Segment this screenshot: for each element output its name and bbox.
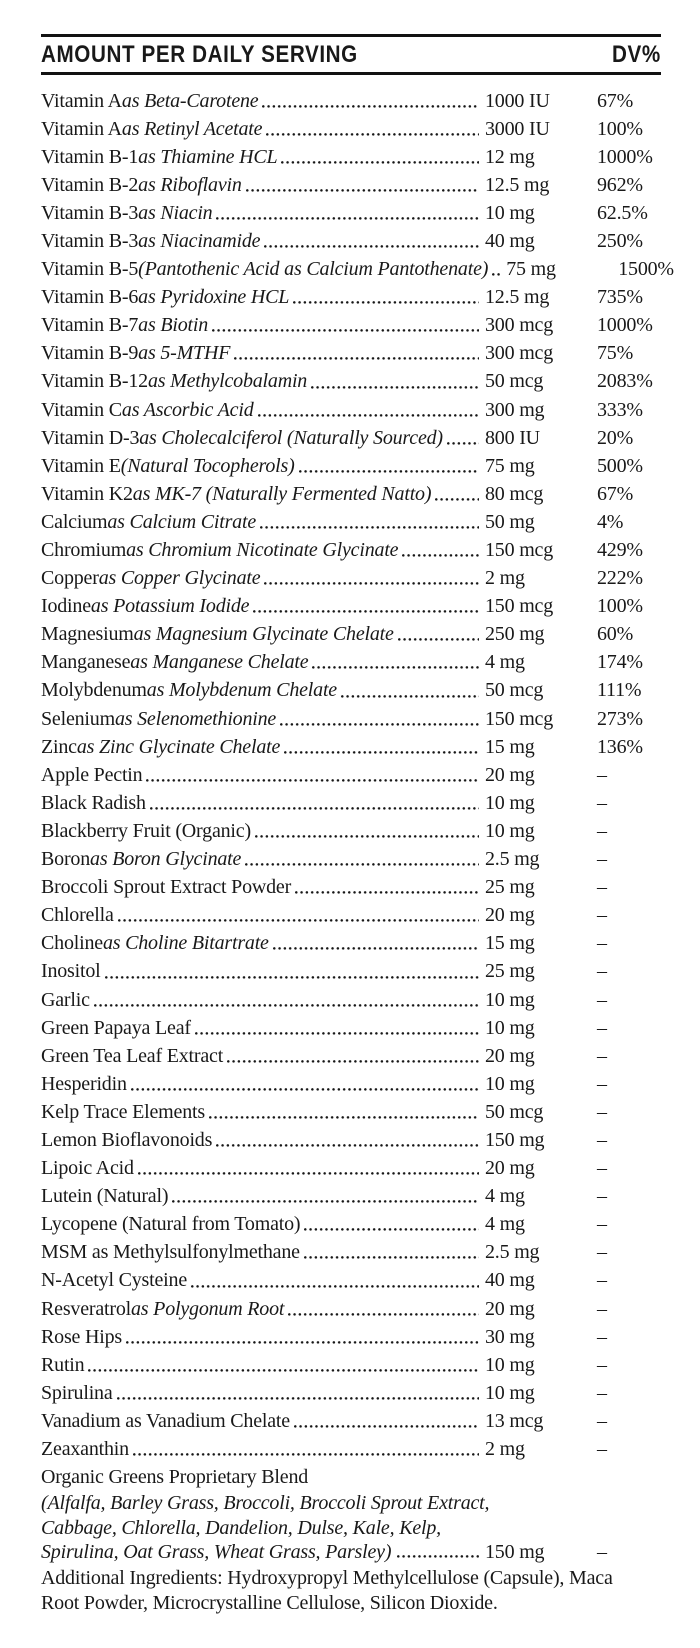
ingredient-dv: 75%: [597, 342, 634, 365]
ingredient-name: N-Acetyl Cysteine: [41, 1269, 188, 1292]
table-row: [41, 424, 661, 452]
ingredient-source: as Boron Glycinate: [90, 848, 242, 871]
ingredient-name: Hesperidin: [41, 1072, 127, 1095]
table-row: [41, 592, 661, 620]
ingredient-name: Vitamin D-3: [41, 426, 140, 449]
ingredient-source: as Cholecalciferol (Naturally Sourced): [139, 426, 443, 449]
table-row: [41, 733, 661, 761]
ingredient-amount: 10 mg: [485, 819, 535, 842]
ingredient-dv: 4%: [597, 510, 624, 533]
dot-leader: [266, 133, 479, 136]
table-row: [41, 1098, 661, 1126]
ingredient-dv: –: [597, 1541, 607, 1564]
table-row: [41, 311, 661, 339]
ingredient-dv: –: [597, 988, 607, 1011]
dot-leader: [447, 442, 479, 445]
ingredient-dv: 60%: [597, 623, 634, 646]
ingredient-amount: 2 mg: [485, 567, 525, 590]
dot-leader: [172, 1200, 479, 1203]
ingredient-source: (Natural Tocopherols): [120, 454, 295, 477]
ingredient-amount: 25 mg: [485, 876, 535, 899]
dot-leader: [253, 610, 479, 613]
ingredient-source: as Zinc Glycinate Chelate: [76, 735, 281, 758]
dot-leader: [126, 1341, 479, 1344]
ingredient-dv: 250%: [597, 229, 643, 252]
ingredient-dv: 500%: [597, 454, 643, 477]
additional-ingredients-line: Root Powder, Microcrystalline Cellulose, Silicon Dioxide.: [41, 1592, 498, 1615]
ingredient-source: as Niacinamide: [138, 229, 261, 252]
ingredient-dv: –: [597, 960, 607, 983]
dot-leader: [312, 666, 479, 669]
dot-leader: [284, 751, 479, 754]
blend-tail-row: [41, 1540, 661, 1565]
ingredient-amount: 1000 IU: [485, 89, 550, 112]
table-row: [41, 87, 661, 115]
blend-ingredient-line: (Alfalfa, Barley Grass, Broccoli, Broccoli Sprout Extract,: [41, 1492, 490, 1515]
dot-leader: [280, 723, 479, 726]
table-row: [41, 817, 661, 845]
ingredient-name: Vitamin C: [41, 398, 122, 421]
ingredient-source: as Potassium Iodide: [90, 595, 250, 618]
table-row: [41, 171, 661, 199]
table-row: [41, 789, 661, 817]
ingredient-dv: –: [597, 1269, 607, 1292]
ingredient-dv: 222%: [597, 567, 643, 590]
ingredient-dv: –: [597, 1381, 607, 1404]
ingredient-name: Calcium: [41, 510, 108, 533]
ingredient-amount: 40 mg: [485, 229, 535, 252]
dot-leader: [492, 273, 500, 276]
ingredient-dv: –: [597, 1157, 607, 1180]
ingredient-amount: 25 mg: [485, 960, 535, 983]
ingredient-source: as Ascorbic Acid: [121, 398, 254, 421]
ingredient-amount: 15 mg: [485, 932, 535, 955]
ingredient-amount: 3000 IU: [485, 117, 550, 140]
blend-tail-label: Spirulina, Oat Grass, Wheat Grass, Parsley): [41, 1541, 392, 1564]
ingredient-dv: –: [597, 1297, 607, 1320]
ingredient-amount: 150 mcg: [485, 595, 554, 618]
ingredient-dv: 735%: [597, 286, 643, 309]
table-row: [41, 1126, 661, 1154]
ingredient-table: [41, 87, 674, 1464]
table-row: [41, 115, 661, 143]
ingredient-dv: –: [597, 876, 607, 899]
ingredient-amount: 2.5 mg: [485, 848, 540, 871]
blend-ingredient-lines: [41, 1491, 661, 1540]
ingredient-amount: 75 mg: [485, 454, 535, 477]
table-row: [41, 339, 661, 367]
ingredient-source: as Copper Glycinate: [98, 567, 261, 590]
ingredient-dv: 100%: [597, 117, 643, 140]
ingredient-source: as Choline Bitartrate: [102, 932, 269, 955]
table-row: [41, 761, 661, 789]
ingredient-name: Rutin: [41, 1353, 85, 1376]
table-row: [41, 564, 661, 592]
ingredient-dv: 100%: [597, 595, 643, 618]
table-row: [41, 1238, 661, 1266]
dot-leader: [227, 1060, 479, 1063]
ingredient-name: Vitamin B-3: [41, 229, 139, 252]
table-row: [41, 1070, 661, 1098]
column-header-dv: DV%: [612, 40, 661, 68]
ingredient-amount: 20 mg: [485, 763, 535, 786]
ingredient-source: as Polygonum Root: [131, 1297, 285, 1320]
header-rule-bottom: [41, 72, 661, 75]
ingredient-name: Inositol: [41, 960, 101, 983]
dot-leader: [293, 301, 479, 304]
table-row: [41, 143, 661, 171]
table-row: [41, 901, 661, 929]
ingredient-dv: –: [597, 1438, 607, 1460]
table-row: [41, 508, 661, 536]
dot-leader: [281, 161, 479, 164]
ingredient-name: Vitamin B-6: [41, 286, 139, 309]
ingredient-dv: –: [597, 1241, 607, 1264]
ingredient-name: Vitamin B-2: [41, 173, 139, 196]
ingredient-source: as Thiamine HCL: [138, 145, 278, 168]
ingredient-amount: 50 mcg: [485, 679, 544, 702]
ingredient-name: Spirulina: [41, 1381, 113, 1404]
ingredient-name: Magnesium: [41, 623, 134, 646]
dot-leader: [94, 1004, 479, 1007]
ingredient-amount: 300 mg: [485, 398, 545, 421]
ingredient-dv: –: [597, 1325, 607, 1348]
ingredient-dv: 20%: [597, 426, 634, 449]
ingredient-name: Boron: [41, 848, 91, 871]
dot-leader: [150, 807, 479, 810]
table-row: [41, 1351, 661, 1379]
dot-leader: [133, 1453, 479, 1456]
ingredient-name: Vitamin B-1: [41, 145, 139, 168]
ingredient-amount: 150 mg: [485, 1541, 545, 1564]
ingredient-amount: 50 mg: [485, 510, 535, 533]
ingredient-amount: 30 mg: [485, 1325, 535, 1348]
ingredient-amount: 13 mcg: [485, 1409, 544, 1432]
table-row: [41, 536, 661, 564]
ingredient-dv: 1500%: [618, 258, 674, 281]
ingredient-name: Lemon Bioflavonoids: [41, 1128, 213, 1151]
proprietary-blend-block: [41, 1463, 661, 1565]
ingredient-name: Copper: [41, 567, 99, 590]
column-header-amount: AMOUNT PER DAILY SERVING: [41, 40, 358, 68]
ingredient-name: MSM as Methylsulfonylmethane: [41, 1241, 300, 1264]
dot-leader: [246, 189, 479, 192]
ingredient-name: Vitamin K2: [41, 482, 133, 505]
ingredient-dv: 62.5%: [597, 201, 648, 224]
ingredient-amount: 50 mcg: [485, 370, 544, 393]
table-row: [41, 1435, 661, 1463]
ingredient-amount: 20 mg: [485, 1297, 535, 1320]
ingredient-source: as Molybdenum Chelate: [146, 679, 337, 702]
ingredient-name: Vitamin B-7: [41, 314, 139, 337]
ingredient-dv: 67%: [597, 482, 634, 505]
ingredient-amount: 10 mg: [485, 1381, 535, 1404]
dot-leader: [138, 1172, 479, 1175]
ingredient-name: Molybdenum: [41, 679, 147, 702]
ingredient-source: as Chromium Nicotinate Glycinate: [126, 539, 399, 561]
dot-leader: [88, 1369, 479, 1372]
table-row: [41, 873, 661, 901]
ingredient-amount: 300 mcg: [485, 314, 554, 337]
table-row: [41, 620, 661, 648]
ingredient-name: Chlorella: [41, 904, 114, 927]
ingredient-amount: 15 mg: [485, 735, 535, 758]
table-row: [41, 1379, 661, 1407]
ingredient-dv: –: [597, 1353, 607, 1376]
ingredient-name: Rose Hips: [41, 1325, 122, 1348]
table-row: [41, 1266, 661, 1294]
ingredient-amount: 12.5 mg: [485, 173, 550, 196]
table-row: [41, 1210, 661, 1238]
ingredient-name: Lutein (Natural): [41, 1185, 169, 1208]
ingredient-name: Manganese: [41, 651, 131, 674]
ingredient-dv: –: [597, 763, 607, 786]
ingredient-dv: 67%: [597, 89, 634, 112]
dot-leader: [245, 863, 479, 866]
ingredient-name: Vitamin B-12: [41, 370, 148, 393]
ingredient-name: Apple Pectin: [41, 763, 143, 786]
ingredient-source: as MK-7 (Naturally Fermented Natto): [132, 482, 432, 505]
ingredient-name: Broccoli Sprout Extract Powder: [41, 876, 292, 899]
ingredient-amount: 10 mg: [485, 988, 535, 1011]
ingredient-amount: 20 mg: [485, 904, 535, 927]
dot-leader: [118, 919, 479, 922]
dot-leader: [209, 1116, 479, 1119]
ingredient-dv: 962%: [597, 173, 643, 196]
dot-leader: [304, 1228, 479, 1231]
ingredient-dv: –: [597, 1072, 607, 1095]
table-row: [41, 1182, 661, 1210]
ingredient-amount: 4 mg: [485, 651, 525, 674]
ingredient-amount: 10 mg: [485, 1016, 535, 1039]
dot-leader: [397, 1555, 479, 1558]
table-row: [41, 929, 661, 957]
table-row: [41, 648, 661, 676]
dot-leader: [294, 1425, 479, 1428]
table-row: [41, 1014, 661, 1042]
ingredient-dv: –: [597, 1100, 607, 1123]
table-row: [41, 676, 661, 704]
ingredient-amount: 20 mg: [485, 1044, 535, 1067]
table-row: [41, 1154, 661, 1182]
table-row: [41, 845, 661, 873]
dot-leader: [191, 1285, 479, 1288]
ingredient-name: Garlic: [41, 988, 90, 1011]
ingredient-source: as 5-MTHF: [138, 342, 231, 365]
dot-leader: [398, 638, 479, 641]
ingredient-source: as Magnesium Glycinate Chelate: [133, 623, 394, 646]
dot-leader: [299, 470, 479, 473]
ingredient-amount: 150 mcg: [485, 707, 554, 730]
dot-leader: [304, 1256, 479, 1259]
ingredient-source: (Pantothenic Acid as Calcium Pantothenate): [138, 258, 489, 281]
ingredient-dv: 1000%: [597, 314, 653, 337]
ingredient-dv: –: [597, 1044, 607, 1067]
ingredient-amount: 12.5 mg: [485, 286, 550, 309]
ingredient-name: Resveratrol: [41, 1297, 131, 1320]
table-row: [41, 480, 661, 508]
ingredient-name: Vanadium as Vanadium Chelate: [41, 1409, 290, 1432]
dot-leader: [258, 414, 480, 417]
ingredient-name: Black Radish: [41, 791, 146, 814]
ingredient-amount: 250 mg: [485, 623, 545, 646]
ingredient-dv: –: [597, 1409, 607, 1432]
ingredient-dv: –: [597, 904, 607, 927]
dot-leader: [131, 1088, 479, 1091]
ingredient-name: Kelp Trace Elements: [41, 1100, 205, 1123]
ingredient-name: Vitamin A: [41, 117, 122, 140]
dot-leader: [288, 1313, 479, 1316]
ingredient-source: as Calcium Citrate: [107, 510, 257, 533]
table-row: [41, 1042, 661, 1070]
dot-leader: [264, 245, 479, 248]
table-row: [41, 367, 661, 395]
ingredient-name: Chromium: [41, 539, 127, 561]
ingredient-dv: 136%: [597, 735, 643, 758]
ingredient-source: as Riboflavin: [138, 173, 242, 196]
ingredient-source: as Selenomethionine: [114, 707, 277, 730]
ingredient-dv: 333%: [597, 398, 643, 421]
ingredient-name: Vitamin E: [41, 454, 121, 477]
table-row: [41, 227, 661, 255]
ingredient-name: Green Tea Leaf Extract: [41, 1044, 224, 1067]
dot-leader: [341, 695, 479, 698]
dot-leader: [262, 105, 479, 108]
ingredient-dv: 174%: [597, 651, 643, 674]
ingredient-name: Lipoic Acid: [41, 1157, 134, 1180]
ingredient-amount: 800 IU: [485, 426, 540, 449]
ingredient-name: Zeaxanthin: [41, 1438, 129, 1460]
ingredient-name: Blackberry Fruit (Organic): [41, 819, 251, 842]
dot-leader: [216, 217, 479, 220]
ingredient-amount: 300 mcg: [485, 342, 554, 365]
ingredient-dv: 1000%: [597, 145, 653, 168]
ingredient-amount: 10 mg: [485, 1353, 535, 1376]
table-row: [41, 199, 661, 227]
additional-ingredients-line: Additional Ingredients: Hydroxypropyl Methylcellulose (Capsule), Maca: [41, 1566, 613, 1589]
ingredient-name: Vitamin B-3: [41, 201, 139, 224]
dot-leader: [212, 329, 479, 332]
table-row: [41, 1323, 661, 1351]
ingredient-dv: –: [597, 1213, 607, 1236]
ingredient-amount: 10 mg: [485, 201, 535, 224]
dot-leader: [216, 1144, 479, 1147]
dot-leader: [260, 526, 479, 529]
ingredient-name: Zinc: [41, 735, 77, 758]
ingredient-amount: 10 mg: [485, 791, 535, 814]
ingredient-dv: –: [597, 819, 607, 842]
ingredient-dv: 2083%: [597, 370, 653, 393]
blend-title: Organic Greens Proprietary Blend: [41, 1466, 309, 1489]
ingredient-name: Selenium: [41, 707, 115, 730]
table-row: [41, 255, 674, 283]
dot-leader: [295, 891, 479, 894]
dot-leader: [273, 947, 479, 950]
ingredient-amount: 12 mg: [485, 145, 535, 168]
dot-leader: [146, 779, 479, 782]
ingredient-dv: –: [597, 848, 607, 871]
ingredient-name: Choline: [41, 932, 103, 955]
ingredient-dv: 273%: [597, 707, 643, 730]
ingredient-amount: 40 mg: [485, 1269, 535, 1292]
ingredient-dv: –: [597, 791, 607, 814]
ingredient-name: Iodine: [41, 595, 91, 618]
ingredient-name: Green Papaya Leaf: [41, 1016, 191, 1039]
ingredient-amount: 80 mcg: [485, 482, 544, 505]
dot-leader: [255, 835, 479, 838]
ingredient-dv: –: [597, 1016, 607, 1039]
ingredient-source: as Manganese Chelate: [130, 651, 309, 674]
dot-leader: [402, 554, 479, 557]
table-row: [41, 705, 661, 733]
ingredient-amount: 150 mg: [485, 1128, 545, 1151]
ingredient-dv: 429%: [597, 539, 643, 561]
ingredient-dv: –: [597, 1185, 607, 1208]
table-row: [41, 1295, 661, 1323]
table-row: [41, 452, 661, 480]
blend-ingredient-line: Cabbage, Chlorella, Dandelion, Dulse, Kale, Kelp,: [41, 1516, 441, 1539]
ingredient-name: Lycopene (Natural from Tomato): [41, 1213, 301, 1236]
dot-leader: [435, 498, 479, 501]
dot-leader: [195, 1032, 479, 1035]
table-row: [41, 283, 661, 311]
ingredient-source: as Methylcobalamin: [147, 370, 308, 393]
table-row: [41, 396, 661, 424]
ingredient-source: as Biotin: [138, 314, 209, 337]
table-header: [41, 37, 661, 72]
ingredient-amount: 2 mg: [485, 1438, 525, 1460]
ingredient-amount: 4 mg: [485, 1185, 525, 1208]
dot-leader: [234, 357, 479, 360]
dot-leader: [264, 582, 479, 585]
ingredient-source: as Niacin: [138, 201, 213, 224]
dot-leader: [117, 1397, 479, 1400]
ingredient-amount: 150 mcg: [485, 539, 554, 561]
ingredient-amount: 2.5 mg: [485, 1241, 540, 1264]
ingredient-name: Vitamin A: [41, 89, 122, 112]
dot-leader: [311, 386, 479, 389]
dot-leader: [105, 976, 479, 979]
ingredient-dv: –: [597, 1128, 607, 1151]
ingredient-dv: –: [597, 932, 607, 955]
ingredient-amount: 75 mg: [506, 258, 556, 281]
table-row: [41, 986, 661, 1014]
ingredient-name: Vitamin B-5: [41, 258, 139, 281]
additional-ingredients: [41, 1566, 661, 1617]
table-row: [41, 1407, 661, 1435]
ingredient-source: as Pyridoxine HCL: [138, 286, 290, 309]
ingredient-amount: 50 mcg: [485, 1100, 544, 1123]
ingredient-source: as Retinyl Acetate: [121, 117, 263, 140]
ingredient-amount: 10 mg: [485, 1072, 535, 1095]
ingredient-dv: 111%: [597, 679, 642, 702]
ingredient-amount: 20 mg: [485, 1157, 535, 1180]
ingredient-amount: 4 mg: [485, 1213, 525, 1236]
ingredient-name: Vitamin B-9: [41, 342, 139, 365]
table-row: [41, 957, 661, 985]
ingredient-source: as Beta-Carotene: [121, 89, 259, 112]
